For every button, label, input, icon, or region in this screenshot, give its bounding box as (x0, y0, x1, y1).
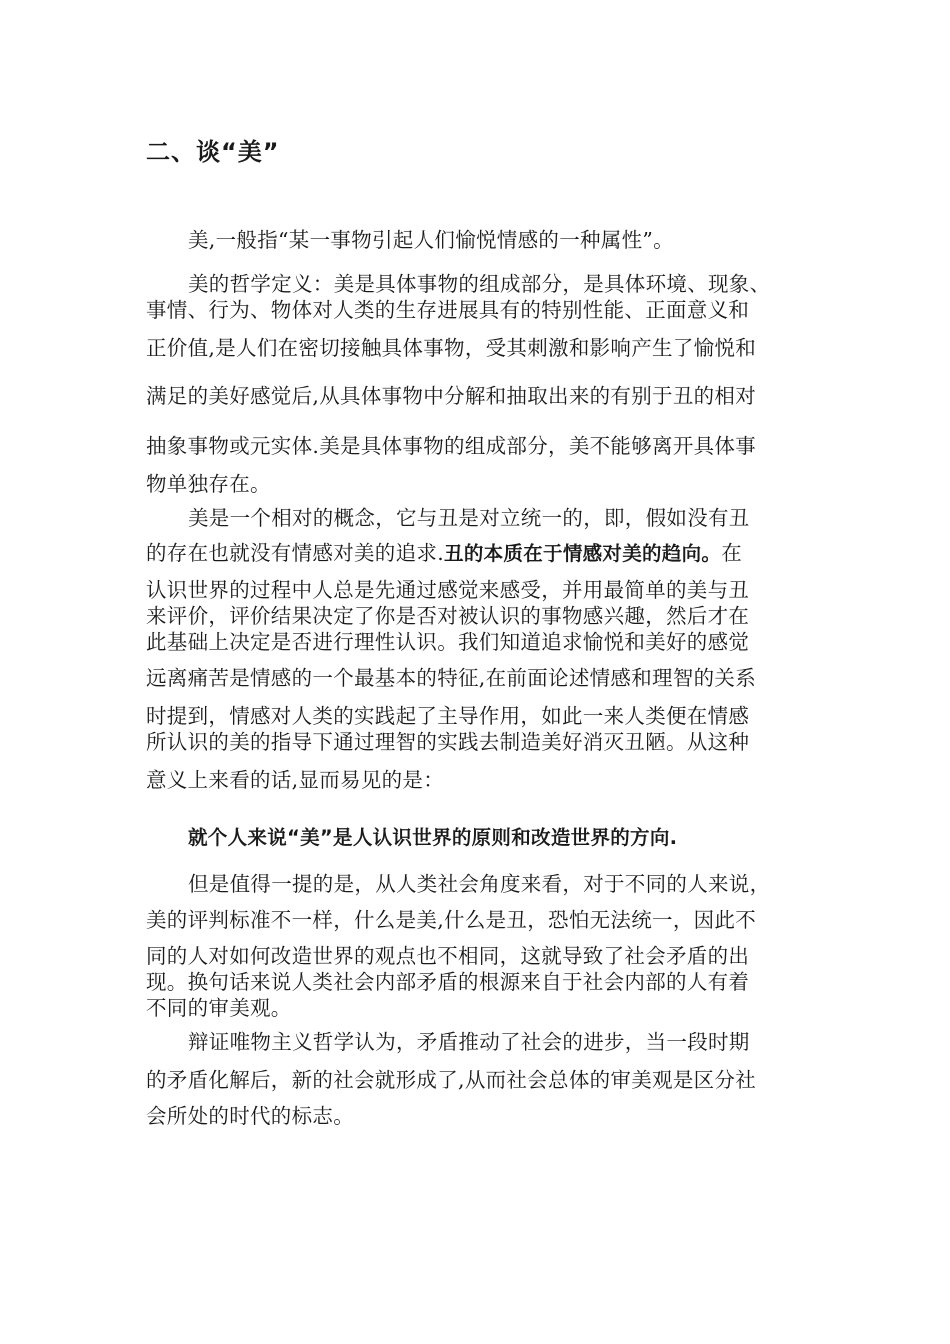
paragraph-line: 但是值得一提的是，从人类社会角度来看，对于不同的人来说， (188, 872, 771, 896)
paragraph-line: 满足的美好感觉后,从具体事物中分解和抽取出来的有别于丑的相对 (146, 384, 757, 408)
paragraph-line: 抽象事物或元实体.美是具体事物的组成部分，美不能够离开具体事 (146, 434, 757, 458)
bold-text-run: 丑的本质在于情感对美的趋向。 (444, 542, 722, 565)
paragraph-line: 所认识的美的指导下通过理智的实践去制造美好消灭丑陋。从这种 (146, 730, 750, 754)
paragraph-line: 不同的审美观。 (146, 996, 292, 1020)
paragraph-line: 同的人对如何改造世界的观点也不相同，这就导致了社会矛盾的出 (146, 944, 750, 968)
paragraph-line: 的矛盾化解后，新的社会就形成了,从而社会总体的审美观是区分社 (146, 1068, 757, 1092)
paragraph-line: 时提到，情感对人类的实践起了主导作用，如此一来人类便在情感 (146, 704, 750, 728)
paragraph-line-mixed (146, 541, 816, 566)
emphasis-line: 就个人来说“美”是人认识世界的原则和改造世界的方向. (188, 826, 678, 849)
paragraph-line: 此基础上决定是否进行理性认识。我们知道追求愉悦和美好的感觉 (146, 630, 750, 654)
paragraph-line: 现。换句话来说人类社会内部矛盾的根源来自于社会内部的人有着 (146, 970, 750, 994)
paragraph-line: 物单独存在。 (146, 472, 271, 496)
paragraph-line: 美的哲学定义：美是具体事物的组成部分，是具体环境、现象、 (188, 272, 771, 296)
text-run: 的存在也就没有情感对美的追求. (146, 541, 445, 565)
paragraph-line: 美,一般指“某一事物引起人们愉悦情感的一种属性”。 (188, 228, 674, 252)
paragraph-line: 美是一个相对的概念，它与丑是对立统一的，即，假如没有丑 (188, 506, 750, 530)
section-heading: 二、谈“美” (146, 138, 280, 166)
paragraph-line: 认识世界的过程中人总是先通过感觉来感受，并用最简单的美与丑 (146, 578, 750, 602)
paragraph-line: 正价值,是人们在密切接触具体事物，受其刺激和影响产生了愉悦和 (146, 336, 757, 360)
paragraph-line: 远离痛苦是情感的一个最基本的特征,在前面论述情感和理智的关系 (146, 666, 757, 690)
paragraph-line: 辩证唯物主义哲学认为，矛盾推动了社会的进步，当一段时期 (188, 1030, 750, 1054)
paragraph-line: 来评价，评价结果决定了你是否对被认识的事物感兴趣，然后才在 (146, 604, 750, 628)
paragraph-line: 意义上来看的话,显而易见的是： (146, 768, 445, 792)
text-run: 在 (721, 541, 743, 565)
paragraph-line: 美的评判标准不一样，什么是美,什么是丑，恐怕无法统一，因此不 (146, 908, 757, 932)
paragraph-line: 会所处的时代的标志。 (146, 1104, 354, 1128)
paragraph-line: 事情、行为、物体对人类的生存进展具有的特别性能、正面意义和 (146, 298, 750, 322)
